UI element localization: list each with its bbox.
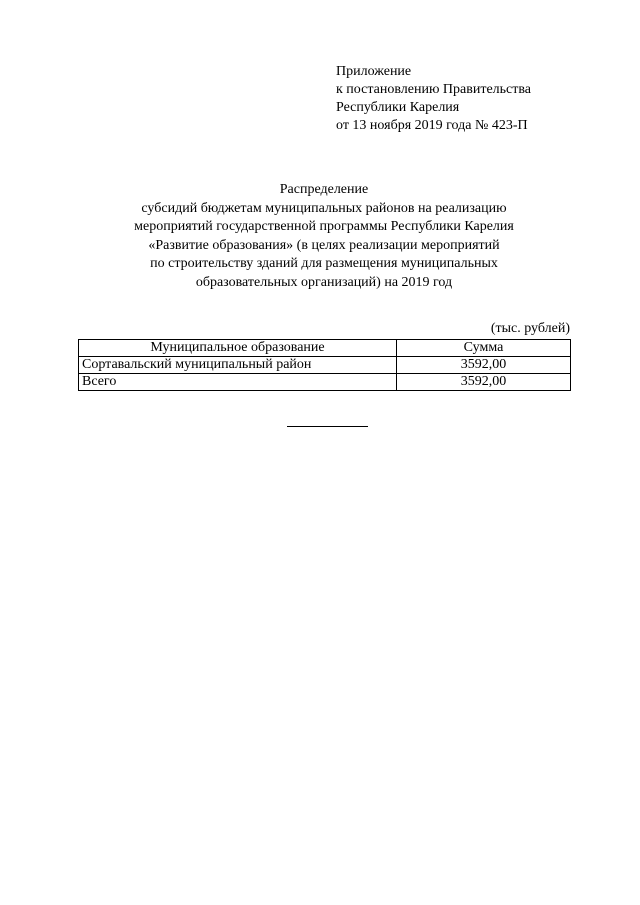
title-line: по строительству зданий для размещения муниципальных [150,256,498,271]
units-note: (тыс. рублей) [490,321,570,336]
cell-total-label: Всего [79,374,397,391]
appendix-line: от 13 ноября 2019 года № 423-П [336,118,528,133]
title-line: мероприятий государственной программы Республики Карелия [134,219,514,234]
cell-total-sum: 3592,00 [397,374,571,391]
column-header-sum: Сумма [397,340,571,357]
cell-sum: 3592,00 [397,357,571,374]
end-divider-line [287,426,368,427]
appendix-line: Республики Карелия [336,100,460,115]
table-row [79,357,571,374]
document-title [78,181,570,292]
title-line: образовательных организаций) на 2019 год [195,274,453,290]
appendix-header [336,63,531,135]
cell-municipality: Сортавальский муниципальный район [79,357,397,374]
table-row-total [79,374,571,391]
appendix-line: Приложение [336,64,412,79]
column-header-municipality: Муниципальное образование [79,340,397,357]
title-line: Распределение [279,182,369,197]
table-header-row [79,340,571,357]
distribution-table [78,339,571,391]
appendix-line: к постановлению Правительства [336,82,532,97]
title-line: «Развитие образования» (в целях реализации мероприятий [148,237,500,253]
title-line: субсидий бюджетам муниципальных районов на реализацию [141,200,507,216]
